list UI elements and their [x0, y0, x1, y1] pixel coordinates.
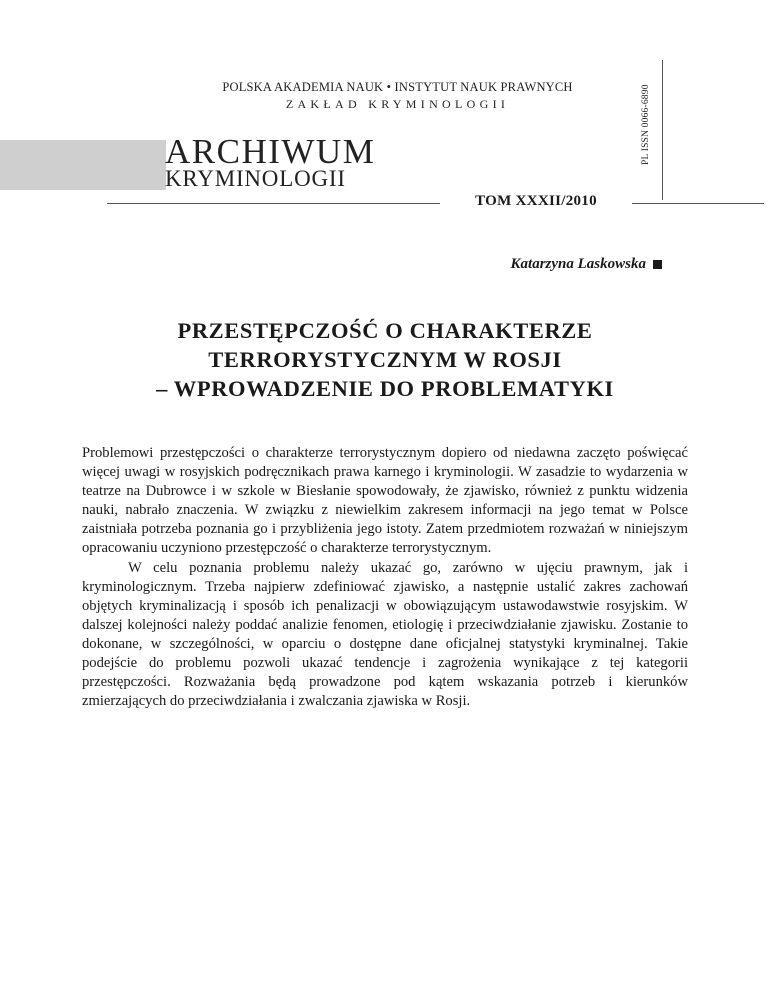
header-department: ZAKŁAD KRYMINOLOGII	[285, 97, 510, 111]
body-paragraph: W celu poznania problemu należy ukazać go, zarówno w ujęciu prawnym, jak i kryminologicznym. Trzeba najpierw zdefiniować zjawisko, a następnie ustalić zakres zachowań objętych kryminalizacją i sposób ich penalizacji w obowiązującym ustawodawstwie rosyjskim. W dalszej kolejności należy poddać analizie fenomen, etiologię i przeciwdziałanie zjawisku. Zostanie to dokonane, w szczególności, w oparciu o dostępne dane oficjalnej statystyki kryminalnej. Takie podejście do problemu pozwoli ukazać tendencje i zagrożenia wynikające z tej kategorii przestępczości. Rozważania będą prowadzone pod kątem wskazania potrzeb i kierunków zmierzających do przeciwdziałania i zwalczania zjawiska w Rosji.	[82, 559, 688, 710]
issn-number: PL ISSN 0066-6890	[641, 84, 651, 165]
body-paragraph: Problemowi przestępczości o charakterze terrorystycznym dopiero od niedawna zaczęto poświęcać więcej uwagi w rosyjskich podręcznikach prawa karnego i kryminologii. W zasadzie to wydarzenia w teatrze na Dubrowce i w szkole w Biesłanie spowodowały, że zjawisko, również z punktu widzenia nauki, nabrało znaczenia. W związku z niewielkim zakresem informacji na jego temat w Polsce zaistniała potrzeba poznania go i przybliżenia jego istoty. Zatem przedmiotem rozważań w niniejszym opracowaniu uczyniono przestępczość o charakterze terrorystycznym.	[82, 445, 688, 557]
article-title-line: PRZESTĘPCZOŚĆ O CHARAKTERZE	[177, 318, 593, 343]
square-bullet-icon	[653, 260, 662, 269]
article-title-line: – WPROWADZENIE DO PROBLEMATYKI	[156, 376, 614, 401]
title-accent-block	[0, 140, 166, 190]
author-line	[511, 256, 662, 273]
horizontal-rule-right	[632, 203, 764, 204]
journal-title-line2: KRYMINOLOGII	[165, 166, 346, 191]
author-name: Katarzyna Laskowska	[510, 256, 646, 272]
header-institution: POLSKA AKADEMIA NAUK • INSTYTUT NAUK PRAWNYCH	[222, 80, 573, 94]
vertical-divider	[662, 60, 663, 200]
article-title	[80, 316, 690, 403]
journal-title-line1: ARCHIWUM	[165, 132, 376, 171]
article-title-line: TERRORYSTYCZNYM W ROSJI	[208, 347, 562, 372]
article-body	[82, 444, 688, 711]
volume-label: TOM XXXII/2010	[475, 193, 597, 209]
horizontal-rule-left	[107, 203, 440, 204]
